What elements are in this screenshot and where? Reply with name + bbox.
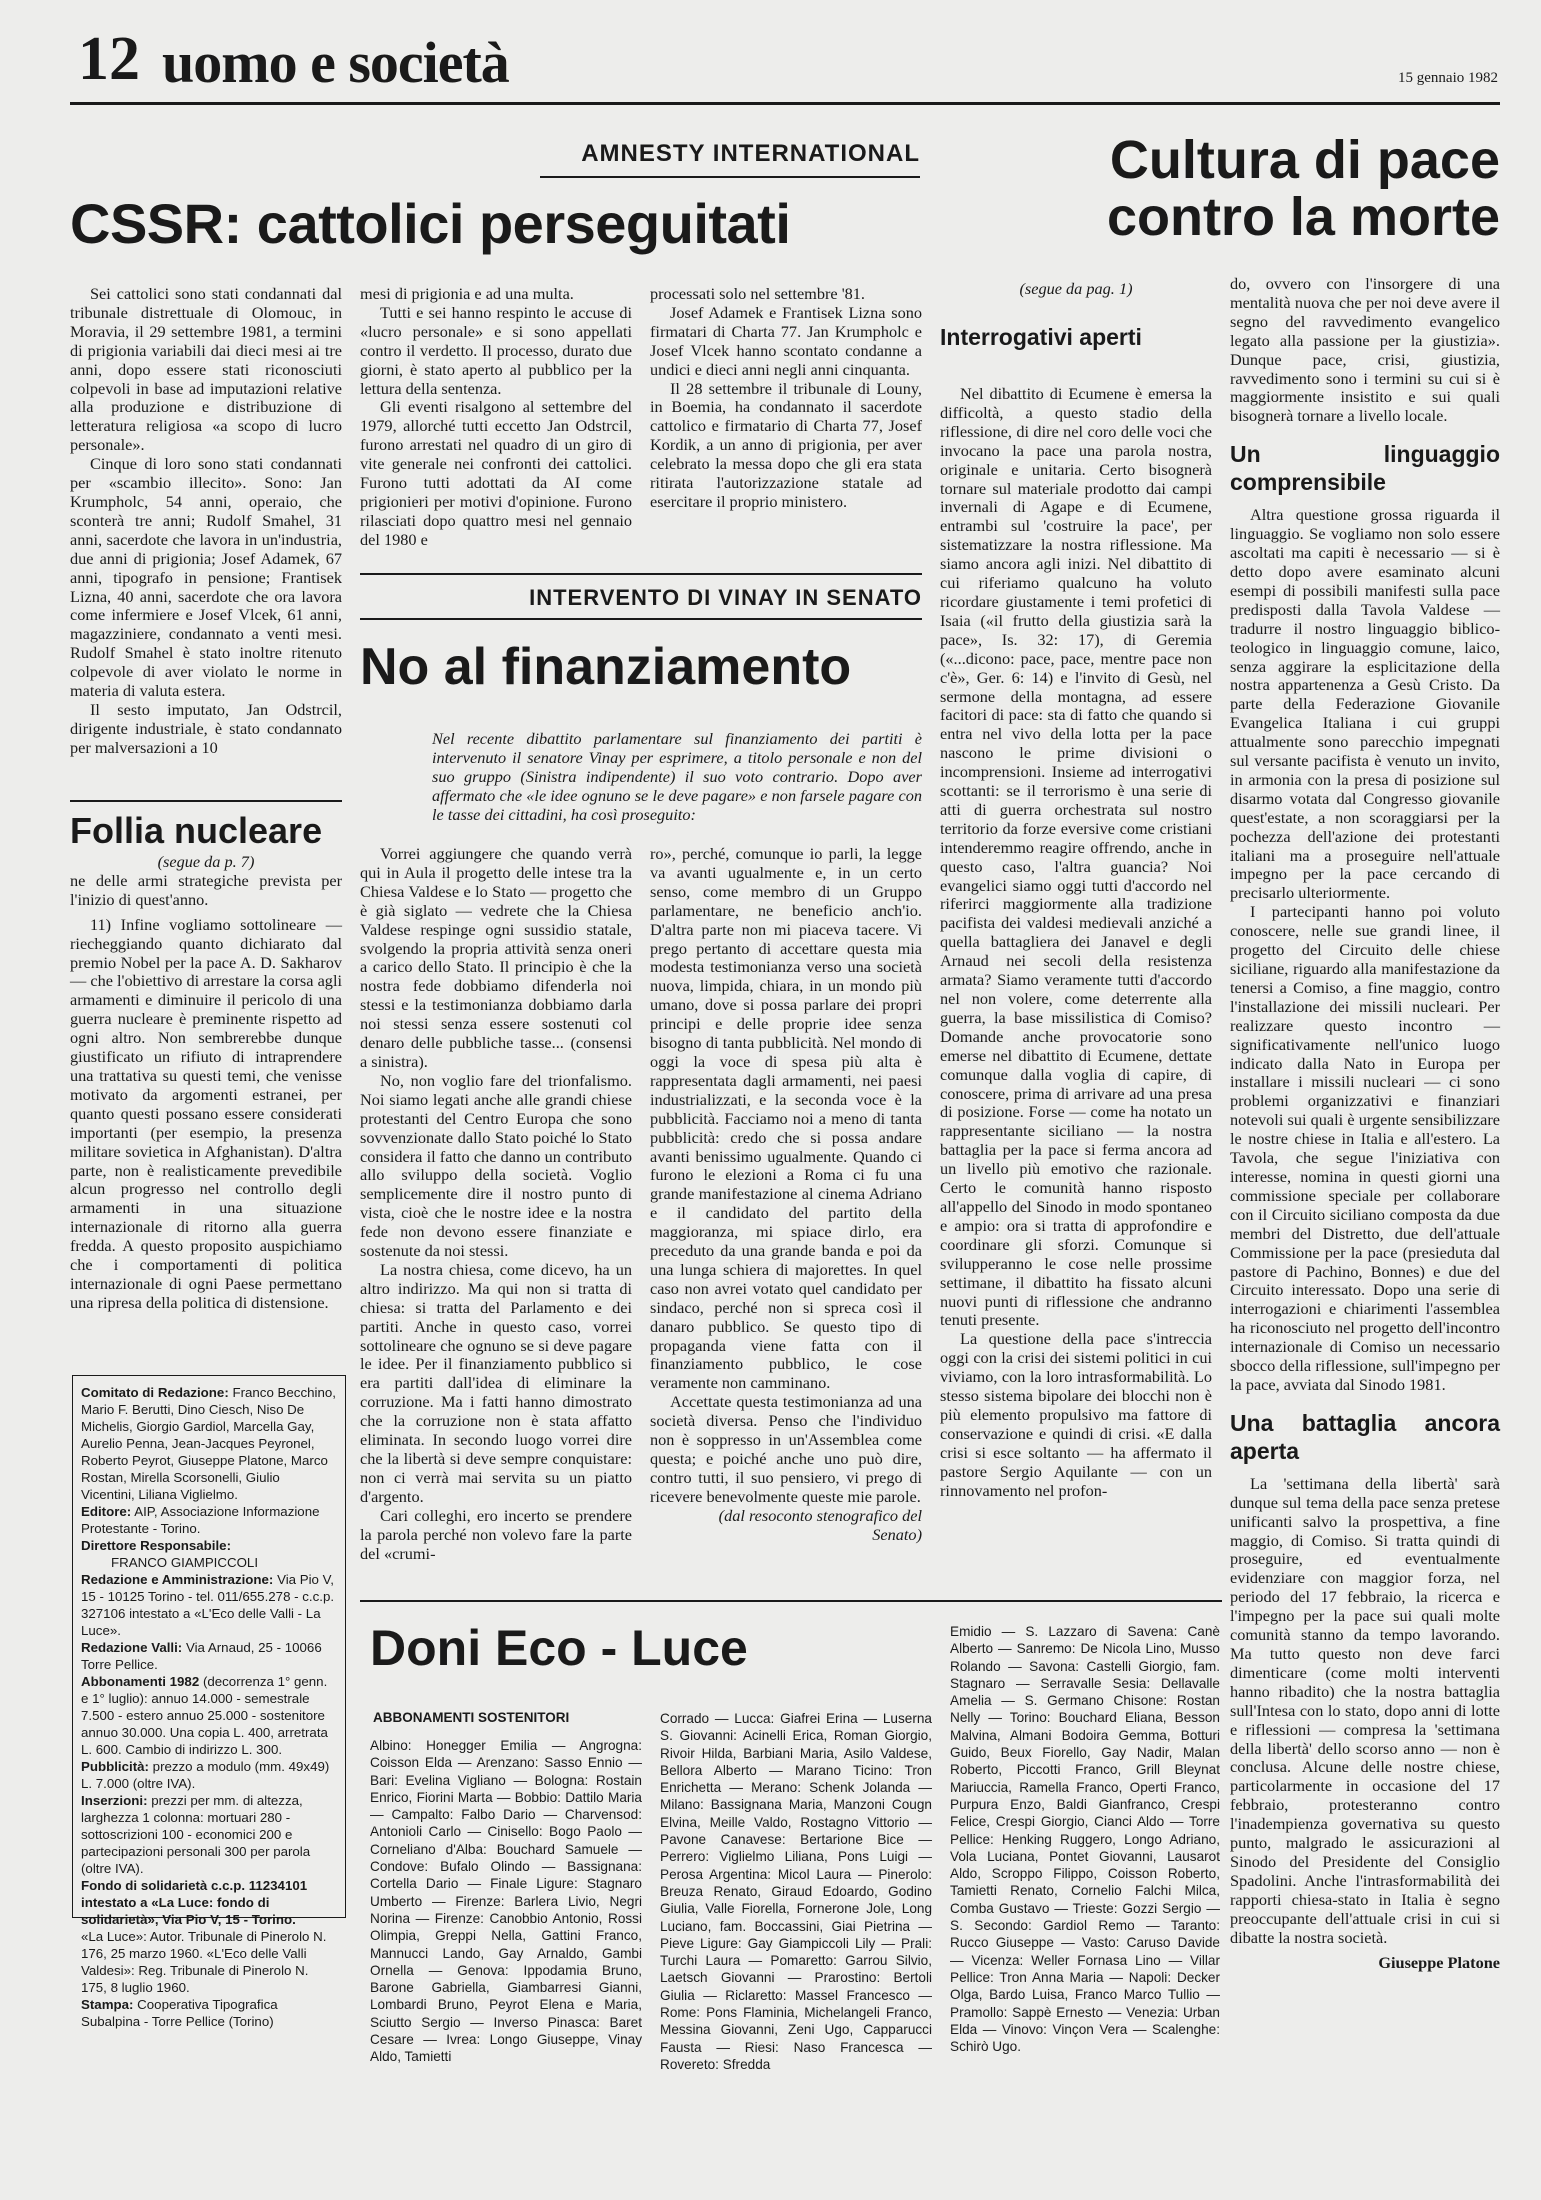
paragraph: La nostra chiesa, come dicevo, ha un altro indirizzo. Ma qui non si tratta di chiesa: si tratta del Parlamento e dei partiti. Anche in questo caso, vorrei sottolineare che ognuno se si deve pagare le idee. Per il finanziamento pubblico si era partiti dall'idea di eliminare la corruzione. Ma i fatti hanno dimostrato che la corruzione non è stata affatto eliminata. In secondo luogo vorrei dire che la libertà si deve sempre conquistare: non ci verrà mai servita su un piatto d'argento. <box>360 1259 632 1506</box>
label: Direttore Responsabile: <box>81 1538 231 1553</box>
cultura-subhead-1: Interrogativi aperti <box>940 324 1142 350</box>
value: «La Luce»: Autor. Tribunale di Pinerolo N. 176, 25 marzo 1960. «L'Eco delle Valli Valdesi»: Reg. Tribunale di Pinerolo N. 175, 8 luglio 1960. <box>81 1929 327 1995</box>
headline-line: Cultura di pace <box>1109 130 1500 190</box>
divider <box>70 800 342 802</box>
divider <box>360 618 922 620</box>
value: Via Pio V, 15 - 10125 Torino - tel. 011/655.278 - c.c.p. 327106 intestato a «L'Eco delle Valli - La Luce». <box>81 1572 335 1638</box>
paragraph: La 'settimana della libertà' sarà dunque sul tema della pace senza pretese unificanti salvo la prospettiva, a fine maggio, di Comiso. Si tratta quindi di proseguire, ed eventualmente evidenziare con maggior forza, nel periodo del 17 febbraio, la ricerca e l'impegno per la pace sui quali molte comunità stanno da tempo lavorando. Ma tutto questo non deve farci dimenticare (come molti interventi hanno ribadito) che la nostra battaglia sull'Intesa con lo stato, dopo anni di lotte e riflessioni — compresa la 'settimana della libertà' dello scorso anno — non è conclusa. Alcune delle nostre chiese, particolarmente in occasione del 17 febbraio, protesteranno contro l'inadempienza governativa su questo punto, malgrado le assicurazioni al Sinodo del Presidente del Consiglio Spadolini. Anche l'intrasformabilità dei rapporti chiesa-stato in Italia è segno preoccupante dell'attuale crisi in cui si dibatte la nostra società. <box>1230 1473 1500 1947</box>
label: Fondo di solidarietà c.c.p. 11234101 intestato a «La Luce: fondo di solidarietà», Via Pio V, 15 - Torino. <box>81 1878 308 1927</box>
paragraph: Gli eventi risalgono al settembre del 1979, allorché tutti eccetto Jan Odstrcil, furono arrestati nel quadro di un giro di vite generale nei confronti dei cattolici. Furono tutti adottati da AI come prigionieri per motivi d'opinione. Furono rilasciati dopo quattro mesi nel gennaio del 1980 e <box>360 397 632 549</box>
label: Pubblicità: <box>81 1759 149 1774</box>
amnesty-column-3 <box>650 285 922 512</box>
paragraph: Tutti e sei hanno respinto le accuse di «lucro personale» e si sono appellati contro il verdetto. Il processo, durato due giorni, è stato aperto al pubblico per la lettura della sentenza. <box>360 302 632 398</box>
paragraph: processati solo nel settembre '81. <box>650 284 865 303</box>
label: Redazione Valli: <box>81 1640 183 1655</box>
cultura-subhead-3: Una battaglia ancora aperta <box>1230 1409 1500 1464</box>
value: Via Arnaud, 25 - 10066 Torre Pellice. <box>81 1640 322 1672</box>
paragraph: Josef Adamek e Frantisek Lizna sono firmatari di Charta 77. Jan Krumpholc e Josef Vlcek hanno scontato condanne a undici e dieci anni negli anni cinquanta. <box>650 302 922 379</box>
value: Franco Becchino, Mario F. Berutti, Dino Ciesch, Niso De Michelis, Giorgio Gardiol, Marcella Gay, Aurelio Penna, Jean-Jacques Peyronel, Roberto Peyrot, Giuseppe Platone, Marco Rostan, Mirella Scorsonelli, Giulio Vicentini, Liliana Viglielmo. <box>81 1385 336 1502</box>
label: Abbonamenti 1982 <box>81 1674 200 1689</box>
paragraph: Sei cattolici sono stati condannati dal tribunale distrettuale di Olomouc, in Moravia, il 29 settembre 1981, a termini di prigionia variabili dai dieci mesi ai tre anni, dopo essere stati riconosciuti colpevoli in base ad imputazioni relative alla produzione e distribuzione di letteratura religiosa «a scopo di lucro personale». <box>70 284 342 455</box>
source-note: (dal resoconto stenografico del Senato) <box>718 1505 922 1544</box>
amnesty-column-1 <box>70 285 342 758</box>
colophon-box <box>72 1375 346 2029</box>
paragraph: Altra questione grossa riguarda il linguaggio. Se vogliamo non solo essere ascoltati ma capiti è necessario — si è detto dopo avere esaminato alcuni esempi di possibili manifesti sulla pace predisposti dalla Tavola Valdese — tradurre il nostro linguaggio biblico-teologico in linguaggio comune, laico, senza aggirare la esplicitazione della nostra appartenenza a Gesù Cristo. Da parte della Federazione Giovanile Evangelica Italiana i cui gruppi attualmente sono parecchio impegnati sul versante pacifista è venuto un invito, in armonia con la presa di posizione sul disarmo votata dal Congresso giovanile quest'estate, a non scoraggiarsi per la pochezza dell'azione dei protestanti italiani ma a proseguire nell'attuale impegno per la pace cercando di precisarlo ulteriormente. <box>1230 505 1500 903</box>
cultura-headline <box>940 132 1500 245</box>
paragraph: Vorrei aggiungere che quando verrà qui in Aula il progetto delle intese tra la Chiesa Valdese e lo Stato — progetto che è già siglato — vedrete che la Chiesa Valdese respinge ogni sussidio statale, svolgendo la propria attività senza oneri a carico dello Stato. Il principio è che la nostra fede dobbiamo difenderla noi stessi e la testimonianza dobbiamo darla noi stessi senza essere sostenuti col denaro delle pubbliche tasse... (consensi a sinistra). <box>360 844 632 1071</box>
value: (decorrenza 1° genn. e 1° luglio): annuo 14.000 - semestrale 7.500 - estero annuo 25.000 - sostenitore annuo 30.000. Una copia L. 400, arretrata L. 600. Cambio di indirizzo L. 300. <box>81 1674 328 1757</box>
doni-column-1: Albino: Honegger Emilia — Angrogna: Coisson Elda — Arenzano: Sasso Ennio — Bari: Evelina Vigliano — Bologna: Rostain Enrico, Fiorini Marta — Bobbio: Dattilo Maria — Campalto: Falbo Dario — Charvensod: Antonioli Carlo — Cinisello: Bogo Paolo — Corneliano d'Alba: Bouchard Samuele — Condove: Bufalo Olindo — Bassignana: Cortella Dario — Finale Ligure: Stagnaro Umberto — Firenze: Barlera Livio, Negri Norina — Firenze: Canobbio Antonio, Rossi Olimpia, Greppi Nella, Gattini Franco, Mannucci Lando, Gay Arnaldo, Gambi Ornella — Genova: Ippodamia Bruno, Barone Gabriella, Giambarresi Gianni, Lombardi Bruno, Peyrot Elena e Maria, Sciutto Sergio — Inverso Pinasca: Baret Cesare — Ivrea: Longo Giuseppe, Vinay Aldo, Tamietti <box>370 1738 642 2065</box>
page-number: 12 <box>78 25 140 93</box>
vinay-headline: No al finanziamento <box>360 638 852 696</box>
value: prezzi per mm. di altezza, larghezza 1 colonna: mortuari 280 - sottoscrizioni 100 - economici 200 e partecipazioni personali 300 per parola (oltre IVA). <box>81 1793 311 1876</box>
cultura-subhead-2: Un linguaggio comprensibile <box>1230 441 1500 496</box>
divider <box>360 573 922 575</box>
amnesty-headline: CSSR: cattolici perseguitati <box>70 192 791 255</box>
paragraph: I partecipanti hanno poi voluto conoscere, nelle sue grandi linee, il progetto del Circuito delle chiese siciliane, riguardo alla manifestazione da tenersi a Comiso, a fine maggio, contro l'installazione dei missili nucleari. Per realizzare questo incontro — significativamente nell'unico luogo indicato dalla Nato in Europa per installare i missili nucleari — ci sono problemi organizzativi e finanziari notevoli sui quali è urgente sensibilizzare le nostre chiese in Italia e all'estero. La Tavola, che segue l'iniziativa con interesse, nomina in questi giorni una commissione speciale per collaborare con il Circuito siciliano composta da due membri del Distretto, due dell'attuale Commissione per la pace (presieduta dal pastore di Pachino, Bonnes) e due del Circuito interessato. Dopo una serie di interrogazioni e chiarimenti l'assemblea ha riconosciuto nel progetto dell'incontro internazionale di Comiso un necessario sbocco della riflessione, sull'impegno per la pace, avviata dal Sinodo 1981. <box>1230 902 1500 1394</box>
amnesty-kicker: AMNESTY INTERNATIONAL <box>581 140 920 167</box>
paragraph: Cari colleghi, ero incerto se prendere la parola perché non volevo fare la parte del «crumi- <box>360 1505 632 1563</box>
paragraph: Nel dibattito di Ecumene è emersa la difficoltà, a questo stadio della riflessione, di dire nel coro delle voci che invocano la pace una parola nostra, originale e unitaria. Certo bisognerà tornare sul materiale prodotto dai campi invernali di Agape e di Ecumene, entrambi sul 'costruire la pace', per sistematizzare la nostra riflessione. Ma siamo ancora agli inizi. Nel dibattito di cui riferiamo qualcuno ha voluto ricordare giustamente i temi profetici di Isaia («il frutto della giustizia sarà la pace», Is. 32: 17), di Geremia («...dicono: pace, pace, mentre pace non c'è», Ger. 6: 14) e l'invito di Gesù, nel sermone della montagna, ad essere facitori di pace: sta di fatto che quando si entra nel vivo della lotta per la pace nascono le prime divisioni o incomprensioni. Insieme ad interrogativi scottanti: se il terrorismo è una serie di atti di guerra orchestrata sul nostro territorio da forze eversive come cristiani intenderemmo reagire offrendo, anche in questo caso, l'altra guancia? Noi evangelici siamo oggi tutti d'accordo nel riferirci maggiormente alla tradizione pacifista dei valdesi medievali anziché a quella battagliera dei Janavel e degli Arnaud nei secoli della resistenza armata? Siamo veramente tutti d'accordo nel non volere, come deterrente alla guerra, la base missilistica di Comiso? Domande anche provocatorie sono emerse nel dibattito di Ecumene, dettate comunque dalla voglia di capire, di conoscere, prima di arrivare ad una presa di posizione. Forse — come ha notato un rappresentante siciliano — la nostra battaglia per la pace si ferma ancora ad un livello più emotivo che razionale. Certo le comunità hanno risposto all'appello del Sinodo in modo spontaneo e ampio: ora si tratta di approfondire e coordinare gli sforzi. Comunque si svilupperanno le cose nelle prossime settimane, il dibattito ha fissato alcuni nuovi punti di riflessione che andranno tenuti presente. <box>940 384 1212 1330</box>
doni-column-2: Corrado — Lucca: Giafrei Erina — Luserna S. Giovanni: Acinelli Erica, Roman Giorgio, Rivoir Hilda, Barbiani Maria, Asilo Valdese, Bellora Alberto — Marano Ticino: Tron Enrichetta — Merano: Schenk Jolanda — Milano: Bassignana Maria, Manzoni Cougn Elvina, Meille Valdo, Rostagno Vittorio — Pavone Canavese: Bertarione Bice — Perrero: Viglielmo Liliana, Pons Luigi — Perosa Argentina: Micol Laura — Pinerolo: Breuza Renato, Giraud Edoardo, Godino Giulia, Valle Fiorella, Fornerone Jole, Long Luciano, fam. Boccassini, Giai Pietrina — Pieve Ligure: Gay Giampiccoli Lily — Prali: Turchi Laura — Pomaretto: Garrou Silvio, Laetsch Giovanni — Prarostino: Bertoli Giulia — Riclaretto: Massel Francesco — Rome: Pons Flaminia, Michelangeli Franco, Messina Giovanni, Zeni Ugo, Capparucci Fausta — Riesi: Naso Francesca — Rovereto: Sfredda <box>660 1711 932 2072</box>
label: Inserzioni: <box>81 1793 148 1808</box>
value: AIP, Associazione Informazione Protestante - Torino. <box>81 1504 320 1536</box>
label: Redazione e Amministrazione: <box>81 1572 274 1587</box>
paragraph: mesi di prigionia e ad una multa. <box>360 284 574 303</box>
paragraph: 11) Infine vogliamo sottolineare — riecheggiando quanto dichiarato dal premio Nobel per la pace A. D. Sakharov — che l'obiettivo di arrestare la corsa agli armamenti e diminuire il pericolo di una guerra nucleare è preminente rispetto ad ogni altro. Non sembrerebbe dunque giustificato un rifiuto di intraprendere una trattativa su questi temi, che venisse motivato da argomenti estranei, per quanto questi possano essere considerati importanti (per esempio, la presenza militare sovietica in Afghanistan). D'altra parte, non è realisticamente prevedibile alcun progresso nel controllo degli armamenti in una situazione internazionale di ritorno alla guerra fredda. A questo proposito auspichiamo che i comportamenti di politica internazionale di ogni Paese permettano una ripresa della politica di distensione. <box>70 914 342 1312</box>
value: Cooperativa Tipografica Subalpina - Torre Pellice (Torino) <box>81 1997 278 2029</box>
paragraph: ne delle armi strategiche prevista per l'inizio di quest'anno. <box>70 870 342 909</box>
paragraph: Accettate questa testimonianza ad una società diversa. Penso che l'individuo non è soppresso in un'Assemblea come questa; e poiché anche uno può dire, contro tutti, il suo pensiero, vi prego di ricevere benevolmente queste mie parole. <box>650 1392 922 1506</box>
vinay-column-1 <box>360 845 632 1563</box>
value: FRANCO GIAMPICCOLI <box>111 1555 259 1570</box>
value: prezzo a modulo (mm. 49x49) L. 7.000 (oltre IVA). <box>81 1759 330 1791</box>
label: Editore: <box>81 1504 132 1519</box>
doni-column-3: Emidio — S. Lazzaro di Savena: Canè Alberto — Sanremo: De Nicola Lino, Musso Rolando — Savona: Castelli Giorgio, fam. Stagnaro — Serravalle Sesia: Dellavalle Amelia — S. Germano Chisone: Rostan Nelly — Torino: Bouchard Eliana, Besson Malvina, Almani Bodoira Gemma, Botturi Guido, Beux Fiorello, Gay Nadir, Malan Roberto, Piccotti Franco, Grill Bleynat Mariuccia, Ramella Franco, Operti Franco, Purpura Enzo, Baldi Gianfranco, Crespi Felice, Crespi Giorgio, Cianci Aldo — Torre Pellice: Henking Ruggero, Longo Adriano, Vola Luciana, Pontet Giovanni, Lausarot Aldo, Scroppo Filippo, Coisson Roberto, Tamietti Renato, Cornelio Falchi Milca, Comba Gustavo — Trieste: Gozzi Sergio — S. Secondo: Gardiol Remo — Taranto: Rucco Giuseppe — Vasto: Caruso Davide — Vicenza: Weller Fornasa Lino — Villar Pellice: Tron Anna Maria — Napoli: Decker Olga, Bardo Luisa, Franco Marco Tullio — Pramollo: Sappè Ernesto — Venezia: Urban Elda — Vinovo: Vinçon Vera — Scalenghe: Schirò Ugo. <box>950 1624 1220 2055</box>
kicker-rule <box>540 176 920 178</box>
continuation-ref: (segue da pag. 1) <box>1019 279 1133 298</box>
masthead <box>70 22 1500 105</box>
issue-date: 15 gennaio 1982 <box>1398 70 1498 86</box>
paragraph: do, ovvero con l'insorgere di una mentalità nuova che per noi deve avere il segno del ravvedimento evangelico legato alla passione per la giustizia». Dunque pace, crisi, giustizia, ravvedimento sono i termini su cui si è maggiormente insistito e sui quali bisognerà tornare a livello locale. <box>1230 274 1500 426</box>
doni-headline: Doni Eco - Luce <box>370 1620 748 1676</box>
paragraph: La questione della pace s'intreccia oggi con la crisi dei sistemi politici in cui viviamo, con la loro intrasformabilità. Lo stesso sistema bipolare dei blocchi non è più elemento propulsivo ma fattore di conservazione e quindi di crisi. «E dalla crisi si esce soltanto — ha affermato il pastore Sergio Aquilante — con un rinnovamento nel profon- <box>940 1329 1212 1500</box>
signature: Giuseppe Platone <box>1378 1952 1500 1972</box>
paragraph: ro», perché, comunque io parli, la legge va avanti ugualmente e, in un certo senso, come membro di un Gruppo parlamentare, ne beneficio anch'io. D'altra parte non mi piaceva tacere. Vi prego pertanto di accettare questa mia modesta testimonianza verso una società nuova, limpida, chiara, in un mondo più umano, dove si possa parlare dei propri principi e delle proprie idee senza bisogno di tanta pubblicità. Nel mondo di oggi la voce di spesa più alta è rappresentata dagli armamenti, nei paesi industrializzati, e la seconda voce è la pubblicità. Facciamo noi a meno di tanta pubblicità: credo che si possa andare avanti benissimo ugualmente. Quando ci furono le elezioni a Roma ci fu una grande manifestazione al cinema Adriano e il candidato del partito della maggioranza, mi spiace dirlo, era preceduto da una grande banda e poi da una lunga schiera di majorettes. In quel caso non avrei votato quel candidato per sindaco, perché non si spreca così il danaro pubblico. Se questo tipo di propaganda viene fatta con il finanziamento pubblico, le cose veramente non camminano. <box>650 844 922 1393</box>
vinay-intro: Nel recente dibattito parlamentare sul finanziamento dei partiti è intervenuto il senatore Vinay per esprimere, a titolo personale e non del suo gruppo (Sinistra indipendente) il suo voto contrario. Dopo aver affermato che «le idee ognuno se le deve pagare» e non farsele pagare con le tasse dei cittadini, ha così proseguito: <box>432 729 922 824</box>
paragraph: Il sesto imputato, Jan Odstrcil, dirigente industriale, è stato condannato per malversazioni a 10 <box>70 699 342 757</box>
doni-label: ABBONAMENTI SOSTENITORI <box>373 1710 570 1725</box>
paragraph: No, non voglio fare del trionfalismo. Noi siamo legati anche alle grandi chiese protestanti del Centro Europa che sono sovvenzionate dallo Stato poiché lo Stato considera il fatto che danno un contributo allo sviluppo della società. Voglio semplicemente dire il nostro punto di vista, cioè che le nostre idee e la nostra fede non devono essere finanziate e sostenute da noi stessi. <box>360 1070 632 1261</box>
vinay-column-2 <box>650 845 922 1545</box>
amnesty-column-2 <box>360 285 632 550</box>
paragraph: Cinque di loro sono stati condannati per «scambio illecito». Sono: Jan Krumpholc, 54 anni, operaio, che sconterà tre anni; Rudolf Smahel, 31 anni, sacerdote che lavora in un'industria, due anni di prigionia; Josef Adamek, 67 anni, tipografo in pensione; Frantisek Lizna, 40 anni, sacerdote che ora lavora come infermiere e Josef Vlcek, 61 anni, magazziniere, condannato a venti mesi. Rudolf Smahel è stato inoltre ritenuto colpevole di aver violato le norme in materia di valuta estera. <box>70 454 342 701</box>
cultura-column-1 <box>940 385 1212 1500</box>
cultura-column-2 <box>1230 275 1500 1972</box>
follia-body <box>70 853 342 1313</box>
headline-line: contro la morte <box>1106 186 1500 247</box>
section-title: uomo e società <box>162 30 509 95</box>
vinay-kicker: INTERVENTO DI VINAY IN SENATO <box>529 585 922 610</box>
continuation-ref: (segue da p. 7) <box>157 852 255 871</box>
label: Comitato di Redazione: <box>81 1385 229 1400</box>
paragraph: Il 28 settembre il tribunale di Louny, in Boemia, ha condannato il sacerdote cattolico e firmatario di Charta 77, Josef Kordik, a un anno di prigionia, per aver celebrato la messa dopo che gli era stata ritirata l'autorizzazione statale ad esercitare il proprio ministero. <box>650 378 922 511</box>
follia-headline: Follia nucleare <box>70 810 323 851</box>
label: Stampa: <box>81 1997 134 2012</box>
divider <box>360 1600 1222 1602</box>
